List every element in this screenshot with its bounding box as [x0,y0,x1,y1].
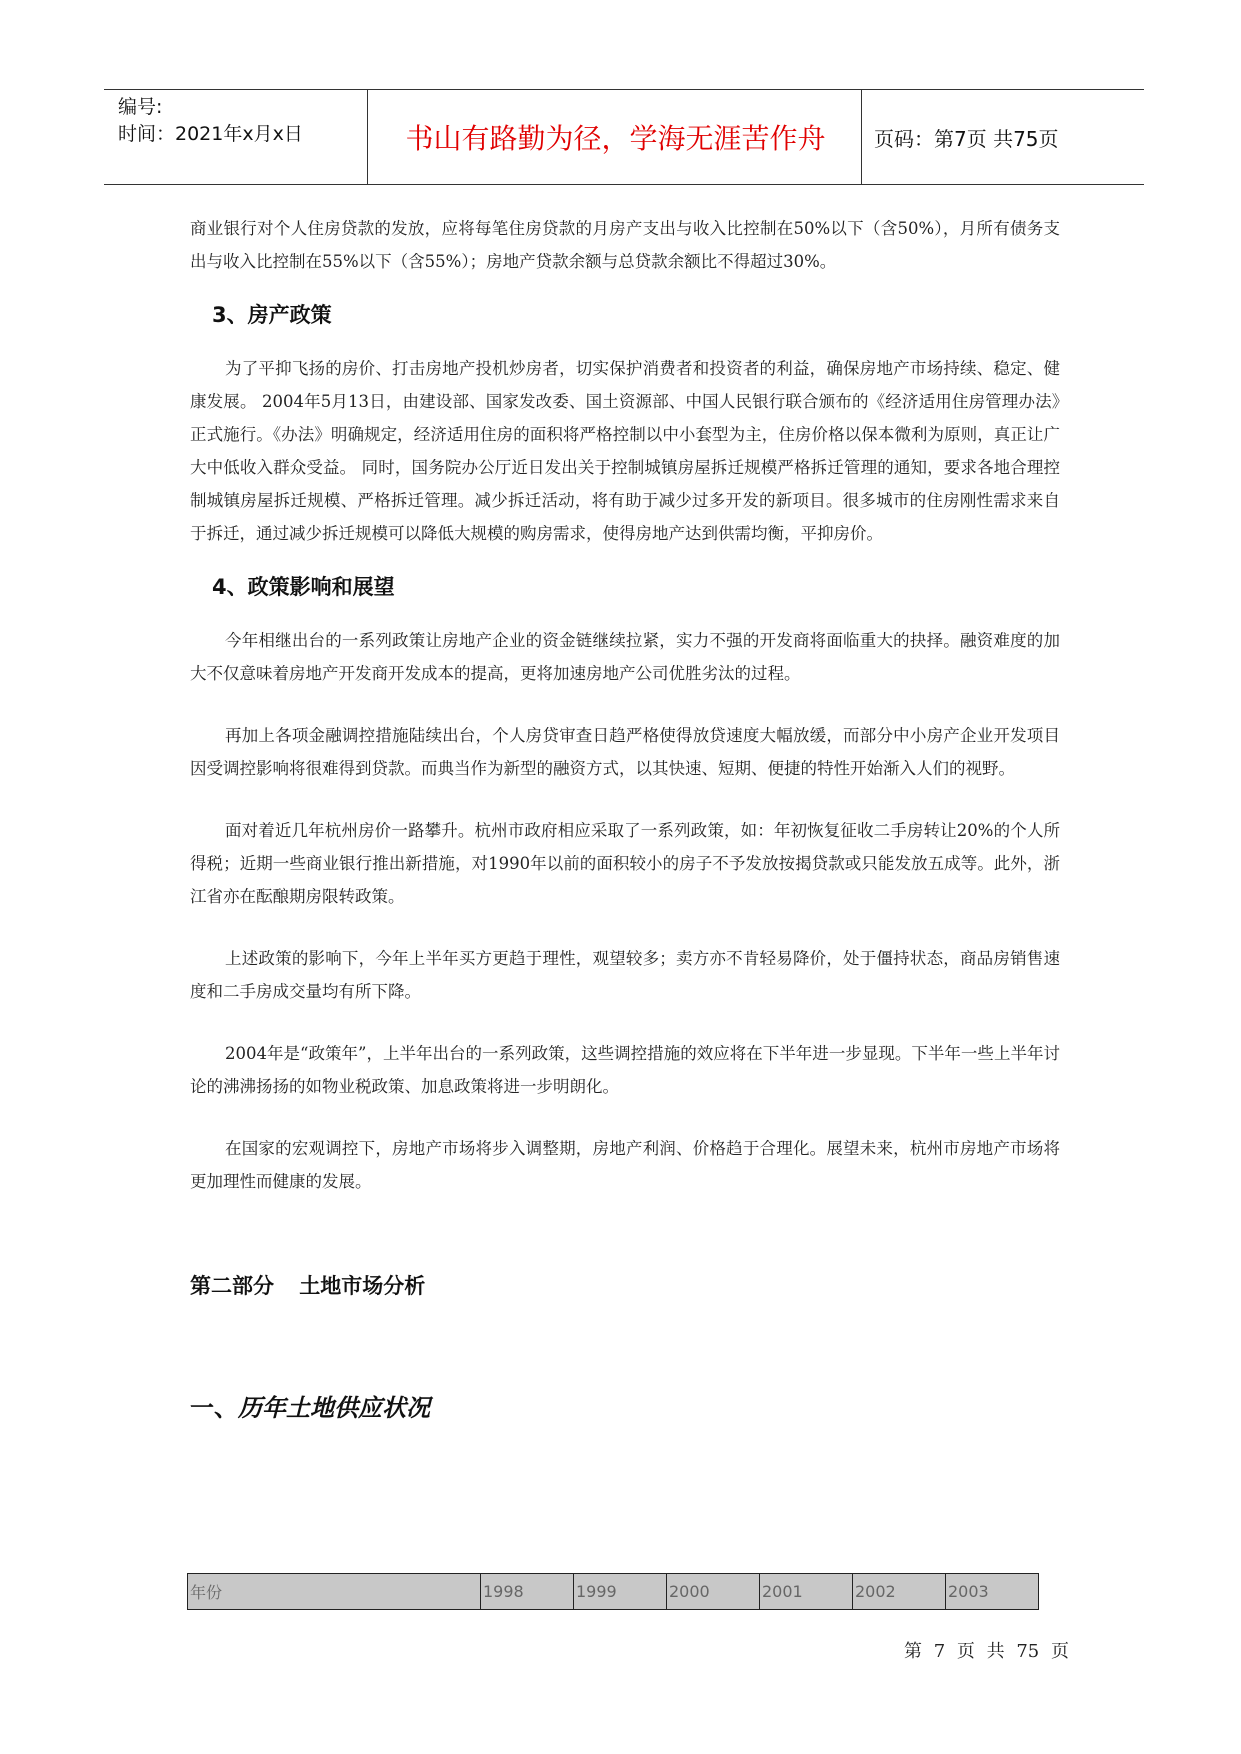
table-year-cell: 2000 [667,1574,760,1610]
section4-heading: 4、政策影响和展望 [212,575,395,599]
intro-paragraph: 商业银行对个人住房贷款的发放，应将每笔住房贷款的月房产支出与收入比控制在50%以下（含50%），月所有债务支出与收入比控制在55%以下（含55%）；房地产贷款余额与总贷款余额比不得超过30%。 [190,219,1060,271]
section4-paragraph: 上述政策的影响下，今年上半年买方更趋于理性，观望较多；卖方亦不肯轻易降价，处于僵持状态，商品房销售速度和二手房成交量均有所下降。 [190,949,1060,1001]
document-header [104,89,1144,185]
section3-heading: 3、房产政策 [212,303,332,327]
header-number-label: 编号: [118,96,163,118]
part2-heading: 第二部分 土地市场分析 [190,1274,426,1298]
section4-paragraph: 2004年是“政策年”，上半年出台的一系列政策，这些调控措施的效应将在下半年进一步显现。下半年一些上半年讨论的沸沸扬扬的如物业税政策、加息政策将进一步明朗化。 [190,1044,1060,1096]
section4-paragraph: 在国家的宏观调控下，房地产市场将步入调整期，房地产利润、价格趋于合理化。展望未来，杭州市房地产市场将更加理性而健康的发展。 [190,1139,1060,1191]
land-supply-prefix: 一、 [190,1394,238,1422]
page-footer: 第 7 页 共 75 页 [904,1641,1069,1662]
header-page-label: 页码：第7页 共75页 [874,126,1059,151]
section4-paragraph: 再加上各项金融调控措施陆续出台，个人房贷审查日趋严格使得放贷速度大幅放缓，而部分中小房产企业开发项目因受调控影响将很难得到贷款。而典当作为新型的融资方式，以其快速、短期、便捷的特性开始渐入人们的视野。 [190,726,1060,778]
land-supply-title: 历年土地供应状况 [238,1394,430,1422]
land-supply-heading [190,1388,1060,1428]
table-year-cell: 2002 [853,1574,946,1610]
table-row [188,1574,1039,1610]
table-year-cell: 1998 [481,1574,574,1610]
table-year-cell: 2003 [946,1574,1039,1610]
section3-paragraph: 为了平抑飞扬的房价、打击房地产投机炒房者，切实保护消费者和投资者的利益，确保房地产市场持续、稳定、健康发展。 2004年5月13日，由建设部、国家发改委、国土资源部、中国人民银行联合颁布的《经济适用住房管理办法》正式施行。《办法》明确规定，经济适用住房的面积将严格控制以中小套型为主，住房价格以保本微利为原则，真正让广大中低收入群众受益。 同时，国务院办公厅近日发出关于控制城镇房屋拆迁规模严格拆迁管理的通知，要求各地合理控制城镇房屋拆迁规模、严格拆迁管理。减少拆迁活动，将有助于减少过多开发的新项目。很多城市的住房刚性需求来自于拆迁，通过减少拆迁规模可以降低大规模的购房需求，使得房地产达到供需均衡，平抑房价。 [190,359,1060,543]
land-supply-table [187,1573,1039,1610]
table-header-cell: 年份 [188,1574,481,1610]
document-body [190,212,1060,1428]
table-year-cell: 1999 [574,1574,667,1610]
section4-paragraph: 面对着近几年杭州房价一路攀升。杭州市政府相应采取了一系列政策，如：年初恢复征收二手房转让20%的个人所得税；近期一些商业银行推出新措施，对1990年以前的面积较小的房子不予发放按揭贷款或只能发放五成等。此外，浙江省亦在酝酿期房限转政策。 [190,821,1060,906]
header-meta [118,94,303,148]
table-year-cell: 2001 [760,1574,853,1610]
header-divider-left [367,90,368,184]
header-motto: 书山有路勤为径，学海无涯苦作舟 [405,122,826,155]
section4-paragraph: 今年相继出台的一系列政策让房地产企业的资金链继续拉紧，实力不强的开发商将面临重大的抉择。融资难度的加大不仅意味着房地产开发商开发成本的提高，更将加速房地产公司优胜劣汰的过程。 [190,631,1060,683]
header-divider-right [861,90,862,184]
header-time-label: 时间：2021年x月x日 [118,123,303,145]
